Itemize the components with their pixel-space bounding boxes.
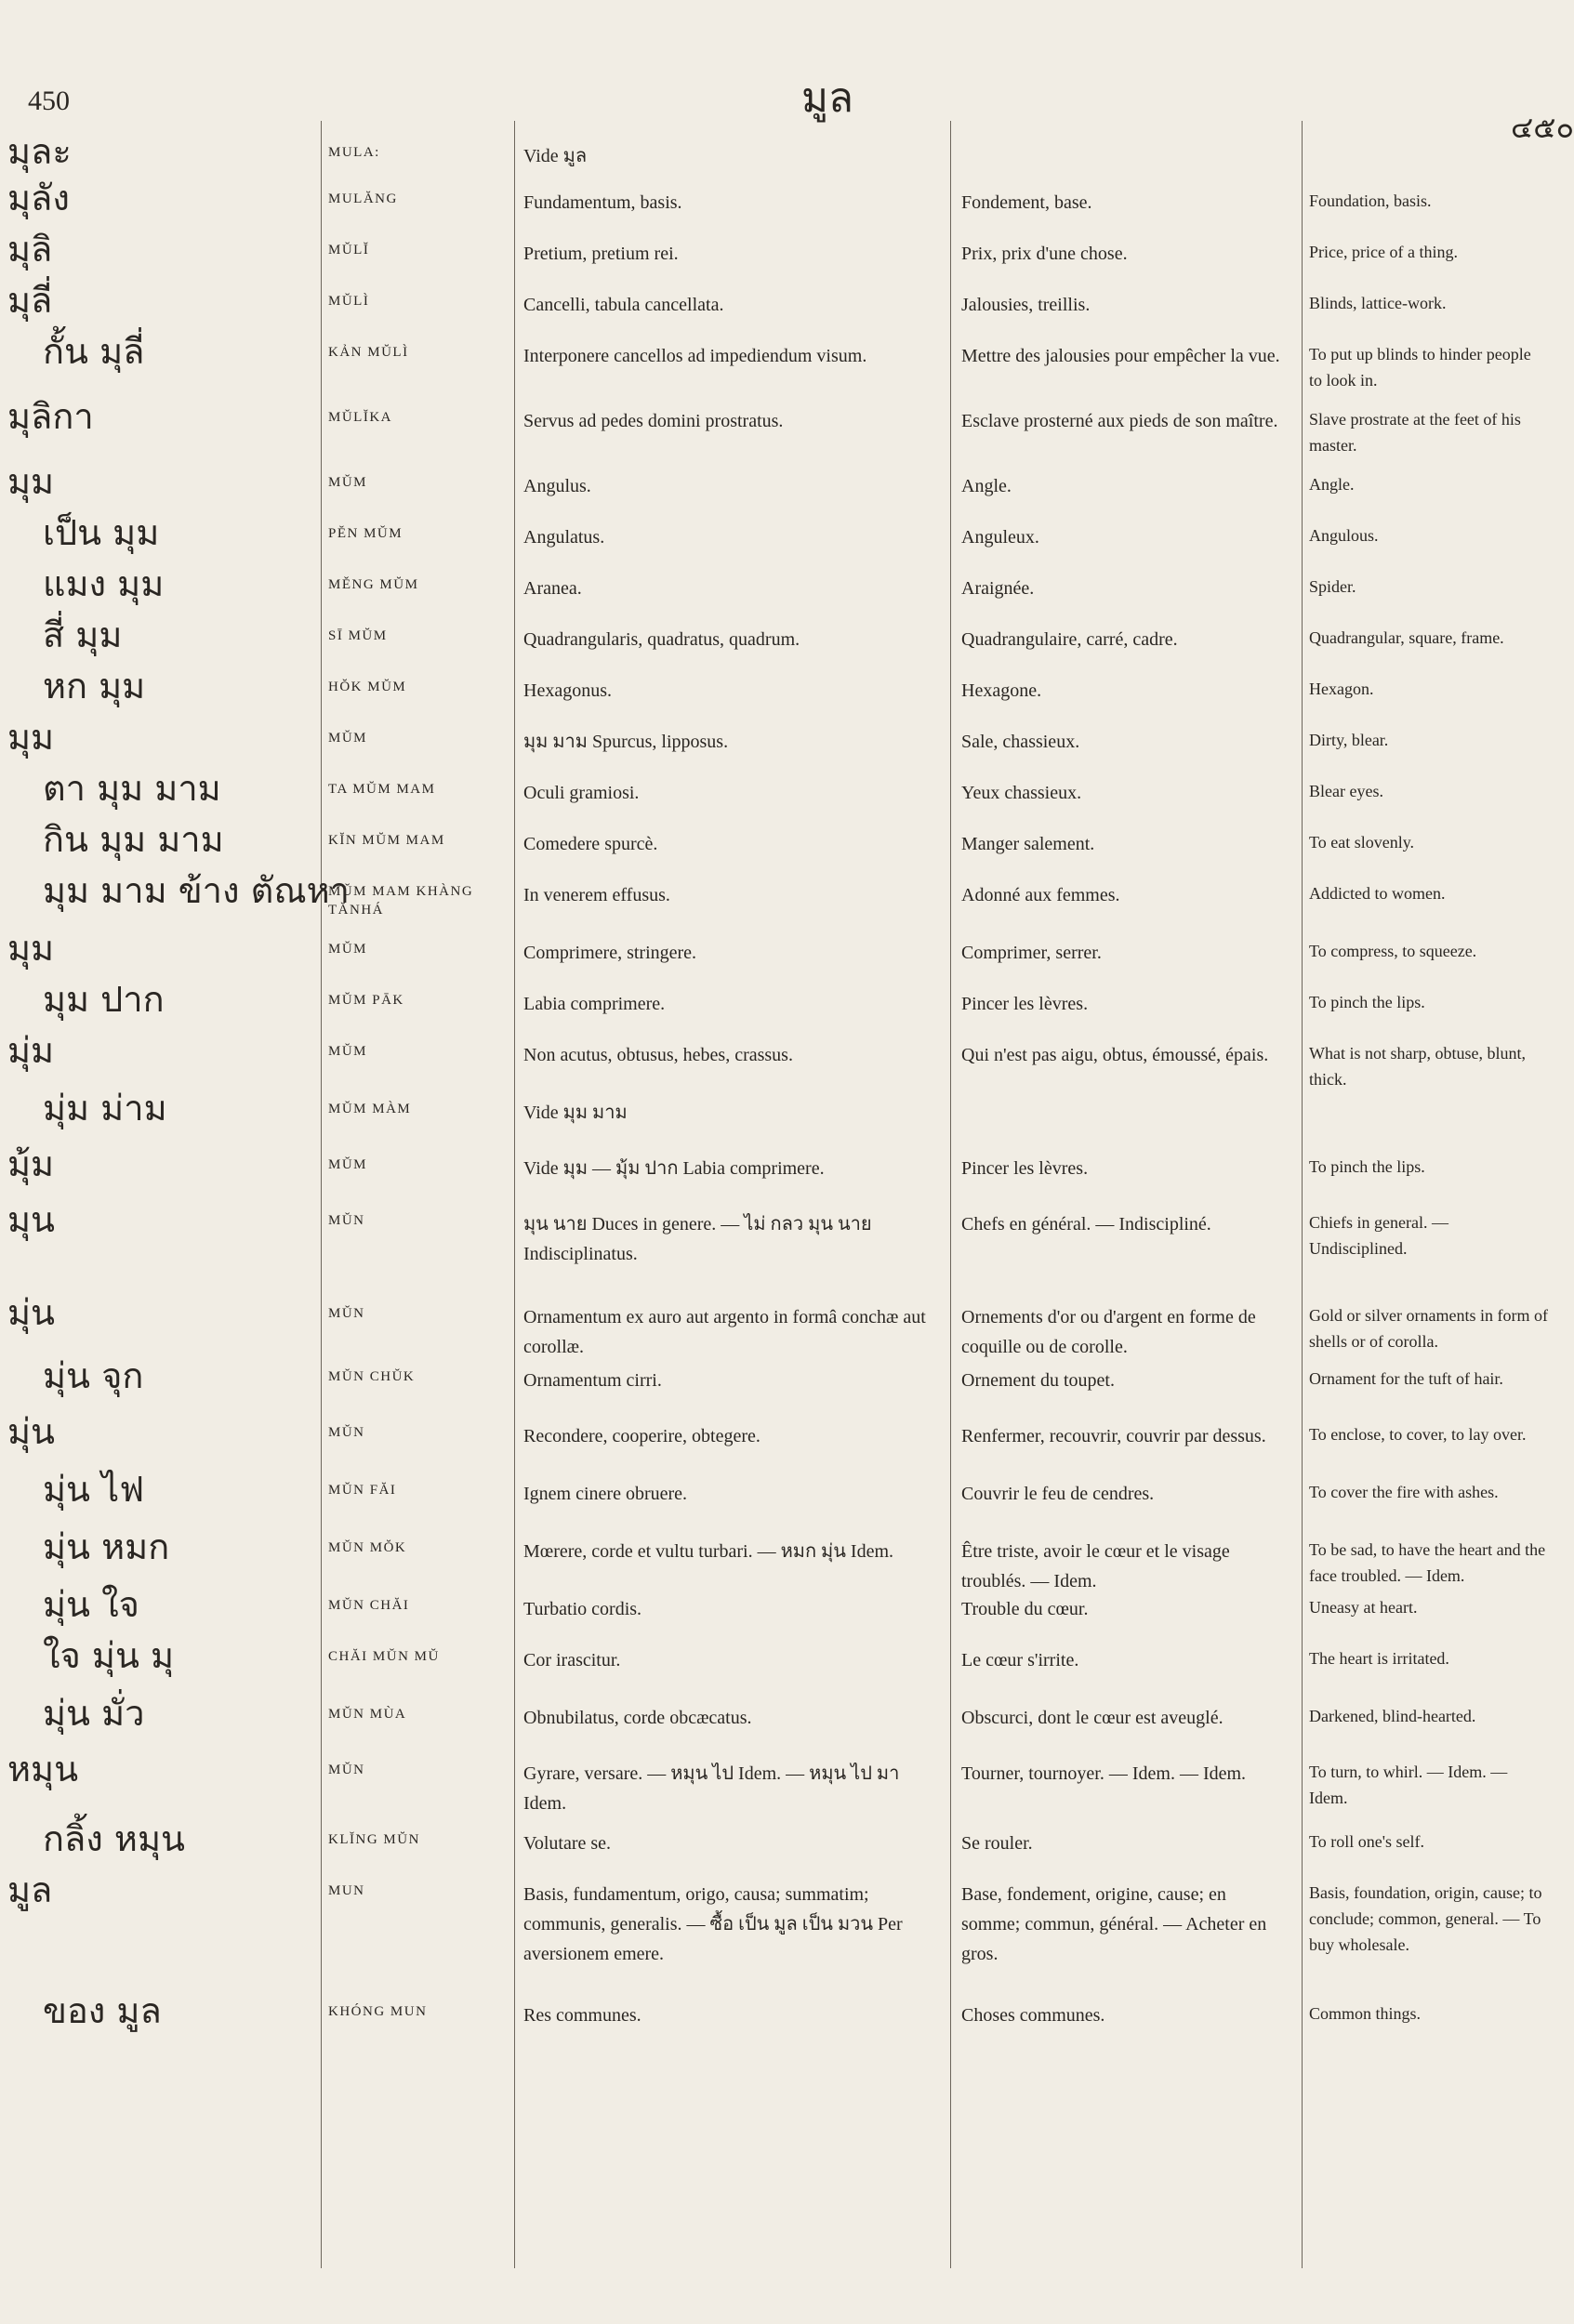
romanization: MŬN MŎK — [328, 1540, 407, 1555]
dictionary-entry — [0, 1410, 1555, 1468]
latin-definition: Turbatio cordis. — [523, 1599, 642, 1619]
latin-definition: In venerem effusus. — [523, 885, 670, 905]
dictionary-entry — [0, 330, 1555, 395]
romanization: KĬN MŬM MAM — [328, 833, 445, 848]
thai-headword: มุม — [7, 717, 55, 758]
dictionary-entry — [0, 1087, 1555, 1142]
romanization: MŬN — [328, 1306, 365, 1321]
dictionary-entry — [0, 177, 1555, 228]
french-definition: Angle. — [961, 476, 1012, 496]
latin-definition: Cor irascitur. — [523, 1650, 621, 1670]
french-definition: Jalousies, treillis. — [961, 295, 1091, 315]
dictionary-entry — [0, 927, 1555, 978]
thai-headword: มุ่น มั่ว — [43, 1693, 145, 1734]
romanization: KẢN MŬLÌ — [328, 345, 409, 360]
dictionary-entry — [0, 1989, 1555, 2045]
thai-headword: หมุน — [7, 1749, 79, 1789]
thai-headword: มุลิกา — [7, 396, 94, 437]
french-definition: Esclave prosterné aux pieds de son maître. — [961, 411, 1278, 431]
thai-headword: มุลิ — [7, 229, 53, 270]
romanization: MŬN — [328, 1213, 365, 1228]
latin-definition: Cancelli, tabula cancellata. — [523, 295, 724, 315]
dictionary-entry — [0, 1354, 1555, 1410]
dictionary-entry — [0, 1748, 1555, 1817]
dictionary-entry — [0, 1029, 1555, 1087]
french-definition — [950, 1087, 1302, 1098]
thai-headword: มุละ — [7, 131, 72, 172]
thai-headword: เป็น มุม — [43, 512, 160, 553]
dictionary-entry — [0, 1525, 1555, 1591]
romanization: MĚNG MŬM — [328, 577, 419, 592]
french-definition: Quadrangulaire, carré, cadre. — [961, 629, 1178, 650]
romanization: MŬM — [328, 475, 368, 490]
french-definition: Hexagone. — [961, 680, 1042, 701]
page-number-right: ๔๕๐ — [1511, 110, 1574, 145]
french-definition: Comprimer, serrer. — [961, 943, 1102, 963]
thai-headword: มุม — [7, 928, 55, 969]
french-definition: Sale, chassieux. — [961, 732, 1080, 752]
french-definition: Prix, prix d'une chose. — [961, 244, 1128, 264]
thai-headword: มุ่น จุก — [43, 1355, 144, 1396]
english-definition: Angle. — [1309, 475, 1355, 494]
french-definition: Fondement, base. — [961, 192, 1092, 213]
french-definition: Mettre des jalousies pour empêcher la vue. — [961, 346, 1280, 366]
french-definition: Obscurci, dont le cœur est aveuglé. — [961, 1708, 1223, 1728]
thai-headword: มุลัง — [7, 178, 70, 218]
english-definition: Angulous. — [1309, 526, 1379, 545]
thai-headword: ของ มูล — [43, 1990, 162, 2031]
romanization: MŬN MÙA — [328, 1707, 407, 1722]
french-definition: Ornements d'or ou d'argent en forme de coquille ou de corolle. — [961, 1307, 1256, 1357]
running-title: มูล — [801, 74, 853, 122]
english-definition: Blinds, lattice-work. — [1309, 294, 1447, 312]
latin-definition: Obnubilatus, corde obcæcatus. — [523, 1708, 752, 1728]
english-definition: To turn, to whirl. — Idem. — Idem. — [1309, 1763, 1508, 1807]
romanization: MŬM — [328, 942, 368, 957]
latin-definition: Basis, fundamentum, origo, causa; summatim; communis, generalis. — ซื้อ เป็น มูล เป็น มวน Per aversionem emere. — [523, 1884, 903, 1964]
english-definition: To cover the fire with ashes. — [1309, 1483, 1499, 1501]
dictionary-entry — [0, 460, 1555, 511]
thai-headword: มูล — [7, 1869, 53, 1910]
thai-headword: มุน — [7, 1199, 56, 1240]
english-definition: Blear eyes. — [1309, 782, 1383, 800]
dictionary-entry — [0, 228, 1555, 279]
romanization: MŬN — [328, 1763, 365, 1777]
french-definition: Base, fondement, origine, cause; en somme; commun, général. — Acheter en gros. — [961, 1884, 1267, 1964]
dictionary-entry — [0, 395, 1555, 460]
dictionary-entry — [0, 130, 1555, 177]
latin-definition: Non acutus, obtusus, hebes, crassus. — [523, 1045, 793, 1065]
latin-definition: Vide มูล — [523, 146, 588, 166]
dictionary-entry — [0, 1868, 1555, 1989]
thai-headword: มุ้ม — [7, 1143, 55, 1184]
french-definition: Choses communes. — [961, 2005, 1105, 2026]
thai-headword: มุ่น — [7, 1411, 56, 1452]
english-definition — [1302, 1087, 1555, 1098]
dictionary-entry — [0, 562, 1555, 614]
french-definition: Pincer les lèvres. — [961, 994, 1089, 1014]
latin-definition: Oculi gramiosi. — [523, 783, 640, 803]
english-definition: To compress, to squeeze. — [1309, 942, 1477, 960]
latin-definition: มุน นาย Duces in genere. — ไม่ กลว มุน นาย Indisciplinatus. — [523, 1214, 872, 1264]
latin-definition: Servus ad pedes domini prostratus. — [523, 411, 784, 431]
english-definition: To eat slovenly. — [1309, 833, 1415, 852]
romanization: MŬM — [328, 1044, 368, 1059]
romanization: CHĂI MŬN MŬ — [328, 1649, 440, 1664]
english-definition: To enclose, to cover, to lay over. — [1309, 1425, 1527, 1444]
thai-headword: ตา มุม มาม — [43, 768, 221, 809]
dictionary-entry — [0, 614, 1555, 665]
latin-definition: Ornamentum cirri. — [523, 1370, 662, 1391]
romanization: MŬLÌ — [328, 294, 370, 309]
english-definition: Common things. — [1309, 2004, 1422, 2023]
thai-headword: มุม มาม ข้าง ตัณหา — [43, 870, 350, 911]
french-definition: Anguleux. — [961, 527, 1039, 548]
french-definition: Yeux chassieux. — [961, 783, 1082, 803]
french-definition: Ornement du toupet. — [961, 1370, 1115, 1391]
latin-definition: Aranea. — [523, 578, 582, 599]
french-definition: Être triste, avoir le cœur et le visage troublés. — Idem. — [961, 1541, 1230, 1591]
english-definition: To roll one's self. — [1309, 1832, 1424, 1851]
english-definition: Quadrangular, square, frame. — [1309, 628, 1504, 647]
dictionary-entry — [0, 818, 1555, 869]
english-definition: Darkened, blind-hearted. — [1309, 1707, 1476, 1725]
english-definition: The heart is irritated. — [1309, 1649, 1449, 1668]
english-definition: To pinch the lips. — [1309, 993, 1425, 1011]
dictionary-entry — [0, 1634, 1555, 1692]
french-definition: Renfermer, recouvrir, couvrir par dessus. — [961, 1426, 1266, 1446]
dictionary-entry — [0, 767, 1555, 818]
thai-headword: มุ่น ใจ — [43, 1584, 139, 1625]
romanization: MŬN CHĂI — [328, 1598, 410, 1613]
romanization: MULA: — [328, 145, 380, 160]
romanization: MŬM PĀK — [328, 993, 404, 1008]
latin-definition: มุม มาม Spurcus, lipposus. — [523, 732, 729, 752]
english-definition: Foundation, basis. — [1309, 191, 1432, 210]
romanization: MŬN FĂI — [328, 1483, 397, 1498]
dictionary-entry — [0, 1583, 1555, 1634]
romanization: MŬM — [328, 1157, 368, 1172]
latin-definition: Volutare se. — [523, 1833, 612, 1854]
romanization: MŬM — [328, 731, 368, 746]
thai-headword: มุ่น — [7, 1292, 56, 1333]
french-definition: Trouble du cœur. — [961, 1599, 1089, 1619]
thai-headword: กั้น มุลี่ — [43, 331, 145, 372]
latin-definition: Hexagonus. — [523, 680, 612, 701]
latin-definition: Comprimere, stringere. — [523, 943, 697, 963]
french-definition: Chefs en général. — Indiscipliné. — [961, 1214, 1211, 1235]
romanization: HŎK MŬM — [328, 680, 407, 694]
romanization: MŬLĬKA — [328, 410, 392, 425]
latin-definition: Pretium, pretium rei. — [523, 244, 679, 264]
dictionary-entry — [0, 665, 1555, 716]
thai-headword: ใจ มุ่น มุ — [43, 1635, 175, 1676]
romanization: MŬN CHŬK — [328, 1369, 416, 1384]
latin-definition: Labia comprimere. — [523, 994, 666, 1014]
latin-definition: Mœrere, corde et vultu turbari. — หมก มุ่น Idem. — [523, 1541, 893, 1562]
french-definition: Manger salement. — [961, 834, 1095, 854]
latin-definition: Ornamentum ex auro aut argento in formâ conchæ aut corollæ. — [523, 1307, 926, 1357]
thai-headword: สี่ มุม — [43, 614, 123, 655]
latin-definition: Gyrare, versare. — หมุน ไป Idem. — หมุน ไป มา Idem. — [523, 1763, 900, 1814]
thai-headword: หก มุม — [43, 666, 146, 706]
latin-definition: Vide มุม — มุ้ม ปาก Labia comprimere. — [523, 1158, 825, 1179]
thai-headword: มุ่น หมก — [43, 1526, 170, 1567]
dictionary-entry — [0, 869, 1555, 927]
french-definition: Adonné aux femmes. — [961, 885, 1120, 905]
french-definition: Qui n'est pas aigu, obtus, émoussé, épais. — [961, 1045, 1269, 1065]
dictionary-entry — [0, 1692, 1555, 1748]
romanization: TA MŬM MAM — [328, 782, 436, 797]
thai-headword: กลิ้ง หมุน — [43, 1818, 186, 1859]
english-definition — [1302, 130, 1555, 141]
french-definition: Pincer les lèvres. — [961, 1158, 1089, 1179]
thai-headword: มุม — [7, 461, 55, 502]
english-definition: Slave prostrate at the feet of his master. — [1309, 410, 1521, 455]
page-number-left: 450 — [28, 86, 70, 116]
latin-definition: Angulatus. — [523, 527, 605, 548]
latin-definition: Vide มุม มาม — [523, 1103, 628, 1123]
english-definition: What is not sharp, obtuse, blunt, thick. — [1309, 1044, 1526, 1089]
romanization: KLĬNG MŬN — [328, 1832, 420, 1847]
dictionary-entry — [0, 1468, 1555, 1525]
english-definition: Uneasy at heart. — [1309, 1598, 1418, 1617]
latin-definition: Interponere cancellos ad impediendum visum. — [523, 346, 867, 366]
thai-headword: มุม ปาก — [43, 979, 165, 1020]
french-definition: Se rouler. — [961, 1833, 1033, 1854]
french-definition — [950, 130, 1302, 141]
dictionary-entry — [0, 511, 1555, 562]
latin-definition: Res communes. — [523, 2005, 642, 2026]
thai-headword: มุ่ม — [7, 1030, 55, 1071]
dictionary-entry — [0, 978, 1555, 1029]
dictionary-entry — [0, 1291, 1555, 1357]
thai-headword: มุ่น ไฟ — [43, 1469, 145, 1510]
english-definition: To put up blinds to hinder people to look in. — [1309, 345, 1531, 390]
romanization: MŬLĬ — [328, 243, 370, 257]
romanization: SĪ MŬM — [328, 628, 388, 643]
english-definition: Basis, foundation, origin, cause; to conclude; common, general. — To buy wholesale. — [1309, 1883, 1542, 1954]
dictionary-entries — [0, 130, 1555, 2045]
english-definition: To be sad, to have the heart and the face troubled. — Idem. — [1309, 1540, 1546, 1585]
latin-definition: Ignem cinere obruere. — [523, 1484, 688, 1504]
english-definition: Ornament for the tuft of hair. — [1309, 1369, 1503, 1388]
thai-headword: แมง มุม — [43, 563, 165, 604]
dictionary-entry — [0, 279, 1555, 330]
english-definition: Gold or silver ornaments in form of shells or of corolla. — [1309, 1306, 1548, 1351]
french-definition: Tourner, tournoyer. — Idem. — Idem. — [961, 1763, 1247, 1784]
english-definition: Addicted to women. — [1309, 884, 1446, 903]
romanization: KHÓNG MUN — [328, 2004, 428, 2019]
english-definition: Spider. — [1309, 577, 1356, 596]
thai-headword: กิน มุม มาม — [43, 819, 224, 860]
romanization: MUN — [328, 1883, 365, 1898]
english-definition: Hexagon. — [1309, 680, 1374, 698]
dictionary-entry — [0, 716, 1555, 767]
thai-headword: มุลี่ — [7, 280, 53, 321]
french-definition: Araignée. — [961, 578, 1035, 599]
romanization: MŬN — [328, 1425, 365, 1440]
latin-definition: Comedere spurcè. — [523, 834, 658, 854]
english-definition: To pinch the lips. — [1309, 1157, 1425, 1176]
romanization: MULĂNG — [328, 191, 398, 206]
dictionary-entry — [0, 1142, 1555, 1198]
french-definition: Couvrir le feu de cendres. — [961, 1484, 1155, 1504]
french-definition: Le cœur s'irrite. — [961, 1650, 1079, 1670]
thai-headword: มุ่ม ม่าม — [43, 1088, 167, 1129]
latin-definition: Angulus. — [523, 476, 591, 496]
english-definition: Price, price of a thing. — [1309, 243, 1458, 261]
romanization: MŬM MÀM — [328, 1102, 412, 1116]
latin-definition: Quadrangularis, quadratus, quadrum. — [523, 629, 800, 650]
latin-definition: Recondere, cooperire, obtegere. — [523, 1426, 761, 1446]
english-definition: Chiefs in general. — Undisciplined. — [1309, 1213, 1448, 1258]
latin-definition: Fundamentum, basis. — [523, 192, 682, 213]
romanization: MŬM MAM KHÀNG TĂNHÁ — [328, 884, 474, 918]
dictionary-entry — [0, 1817, 1555, 1868]
romanization: PĔN MŬM — [328, 526, 403, 541]
english-definition: Dirty, blear. — [1309, 731, 1389, 749]
dictionary-entry — [0, 1198, 1555, 1291]
